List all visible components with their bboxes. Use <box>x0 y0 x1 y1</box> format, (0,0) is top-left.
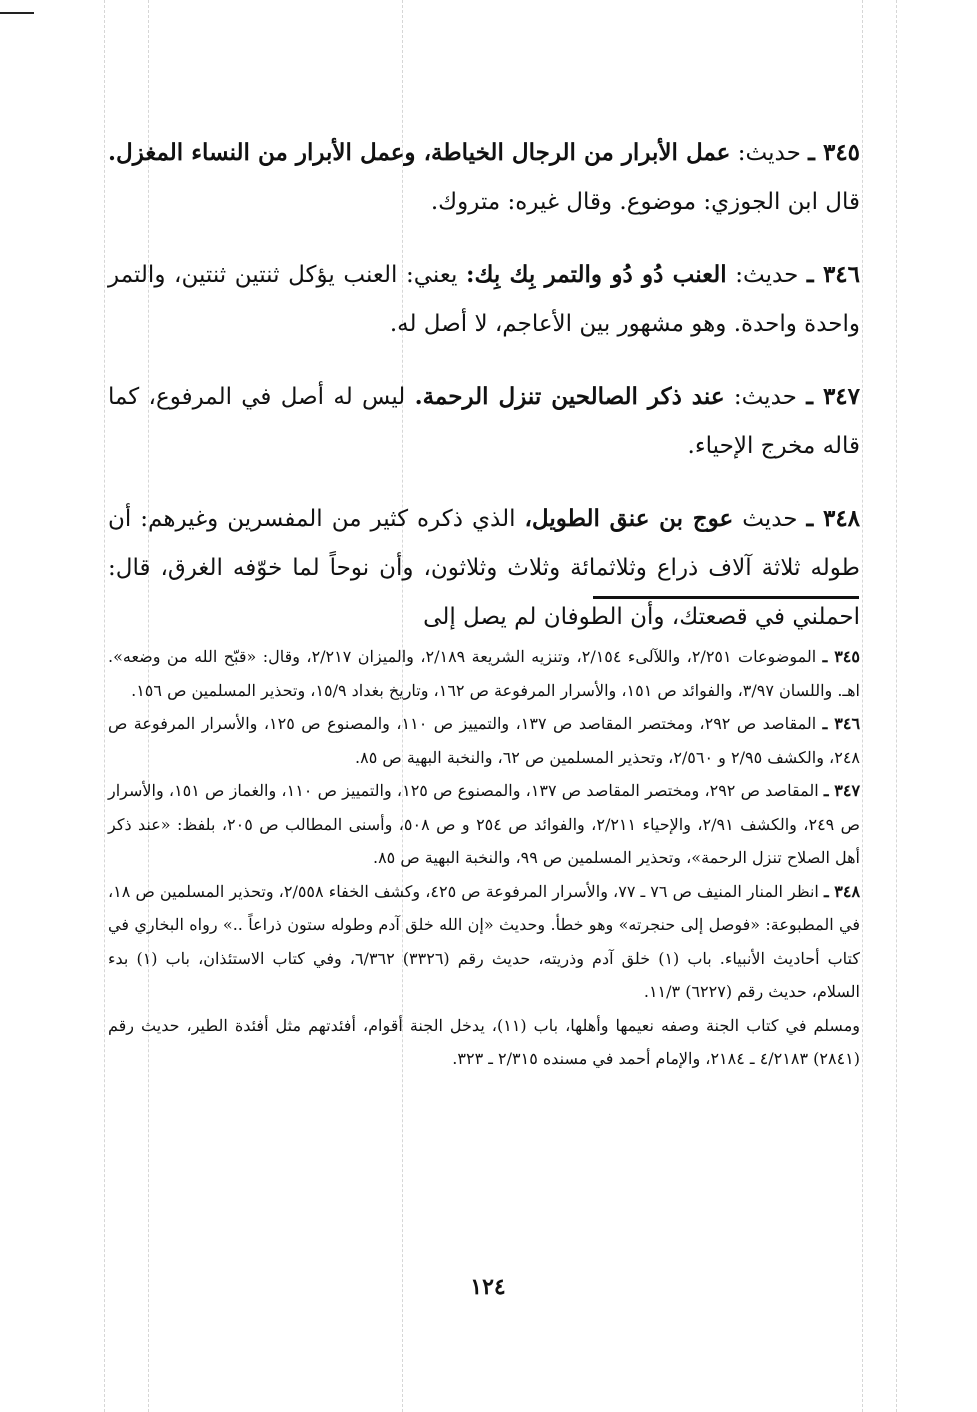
entry-hadith-text: عند ذكر الصالحين تنزل الرحمة. <box>414 383 725 410</box>
entry-346 <box>108 250 860 349</box>
footnote-346 <box>108 707 860 774</box>
entry-number: ٣٤٧ ـ <box>806 383 860 410</box>
page-number: ١٢٤ <box>470 1274 506 1300</box>
footnote-number: ٣٤٥ ـ <box>822 647 860 666</box>
corner-mark <box>0 12 34 14</box>
entry-number: ٣٤٨ ـ <box>806 505 861 532</box>
footnote-text: المقاصد ص ٢٩٢، ومختصر المقاصد ص ١٣٧، والمصنوع ص ١٢٥، والتمييز ص ١١٠، والغماز ص ١٥١، والأسرار ص ٢٤٩، والكشف ٢/٩١، والإحياء ٢/٢١١، والفوائد ص ٢٥٤ و ص ٥٠٨، وأسنى المطالب ص ٢٠٥، بلفظ: «عند ذكر أهل الصلاح تنزل الرحمة»، وتحذير المسلمين ص ٩٩، والنخبة البهية ص ٨٥. <box>108 781 861 867</box>
footnote-number: ٣٤٧ ـ <box>823 781 861 800</box>
footnote-text: ومسلم في كتاب الجنة وصفه نعيمها وأهلها، باب (١١)، يدخل الجنة أقوام، أفئدتهم مثل أفئدة الطير، حديث رقم (٢٨٤١) ٤/٢١٨٣ ـ ٢١٨٤، والإمام أحمد في مسنده ٢/٣١٥ ـ ٣٢٣. <box>108 1015 861 1068</box>
entry-intro: حديث: <box>730 140 801 166</box>
entry-number: ٣٤٥ ـ <box>808 139 861 166</box>
entry-comment: الذي ذكره كثير من المفسرين وغيرهم: أن طوله ثلاثة آلاف ذراع وثلاثمائة وثلاث وثلاثون، وأن نوحاً لما خوّفه الغرق، قال: احملني في قصعتك، وأن الطوفان لم يصل إلى <box>108 506 860 630</box>
entry-number: ٣٤٦ ـ <box>806 261 861 288</box>
entry-hadith-text: عوج بن عنق الطويل، <box>524 505 734 532</box>
footnote-text: انظر المنار المنيف ص ٧٦ ـ ٧٧، والأسرار المرفوعة ص ٤٢٥، وكشف الخفاء ٢/٥٥٨، وتحذير المسلمين ص ١٨، في المطبوعة: «فوصل إلى حنجرته» وهو خطأ. وحديث «إن الله خلق آدم وطوله ستون ذراعاً ..» رواه البخاري في كتاب أحاديث الأنبياء. باب (١) خلق آدم وذريته، حديث رقم (٣٣٢٦) ٦/٣٦٢، وفي كتاب الاستئذان، باب (١) بدء السلام، حديث رقم (٦٢٢٧) ١١/٣. <box>108 881 861 1001</box>
footnote-number: ٣٤٦ ـ <box>822 714 861 733</box>
entry-347 <box>108 372 860 471</box>
footnote-separator <box>593 596 859 599</box>
entry-intro: حديث: <box>726 262 799 288</box>
footnote-text: الموضوعات ٢/٢٥١، واللآلىء ٢/١٥٤، وتنزيه الشريعة ٢/١٨٩، والميزان ٢/٢١٧، وقال: «قبّح الله من وضعه». اهـ. واللسان ٣/٩٧، والفوائد ص ١٥١، والأسرار المرفوعة ص ١٦٢، وتاريخ بغداد ١٥/٩، وتحذير المسلمين ص ١٥٦. <box>108 647 860 700</box>
entry-345 <box>108 128 860 227</box>
entry-intro: حديث: <box>724 384 797 410</box>
entry-comment: يعني: العنب يؤكل ثنتين ثنتين، والتمر واحدة واحدة. وهو مشهور بين الأعاجم، لا أصل له. <box>108 262 860 337</box>
margin-guide-left <box>104 0 105 1412</box>
entry-hadith-text: العنب دُو دُو والتمر بِك بِك: <box>465 261 727 288</box>
margin-guide-right-outer <box>896 0 897 1412</box>
footnote-345 <box>108 640 860 707</box>
entry-comment: ليس له أصل في المرفوع، كما قاله مخرج الإحياء. <box>108 384 860 459</box>
footnotes <box>108 640 860 1076</box>
entry-348 <box>108 494 860 642</box>
footnote-text: المقاصد ص ٢٩٢، ومختصر المقاصد ص ١٣٧، والتمييز ص ١١٠، والمصنوع ص ١٢٥، والأسرار المرفوعة ص ٢٤٨، والكشف ٢/٩٥ و ٢/٥٦٠، وتحذير المسلمين ص ٦٢، والنخبة البهية ص ٨٥. <box>108 714 860 767</box>
entry-comment: قال ابن الجوزي: موضوع. وقال غيره: متروك. <box>430 189 860 215</box>
footnote-348-continuation <box>108 1009 860 1076</box>
margin-guide-right <box>862 0 863 1412</box>
footnote-number: ٣٤٨ ـ <box>823 881 861 901</box>
main-text <box>108 128 860 648</box>
footnote-347 <box>108 774 860 875</box>
entry-intro: حديث <box>733 506 798 532</box>
footnote-348 <box>108 875 860 1009</box>
entry-hadith-text: عمل الأبرار من الرجال الخياطة، وعمل الأبرار من النساء المغزل. <box>108 139 731 166</box>
